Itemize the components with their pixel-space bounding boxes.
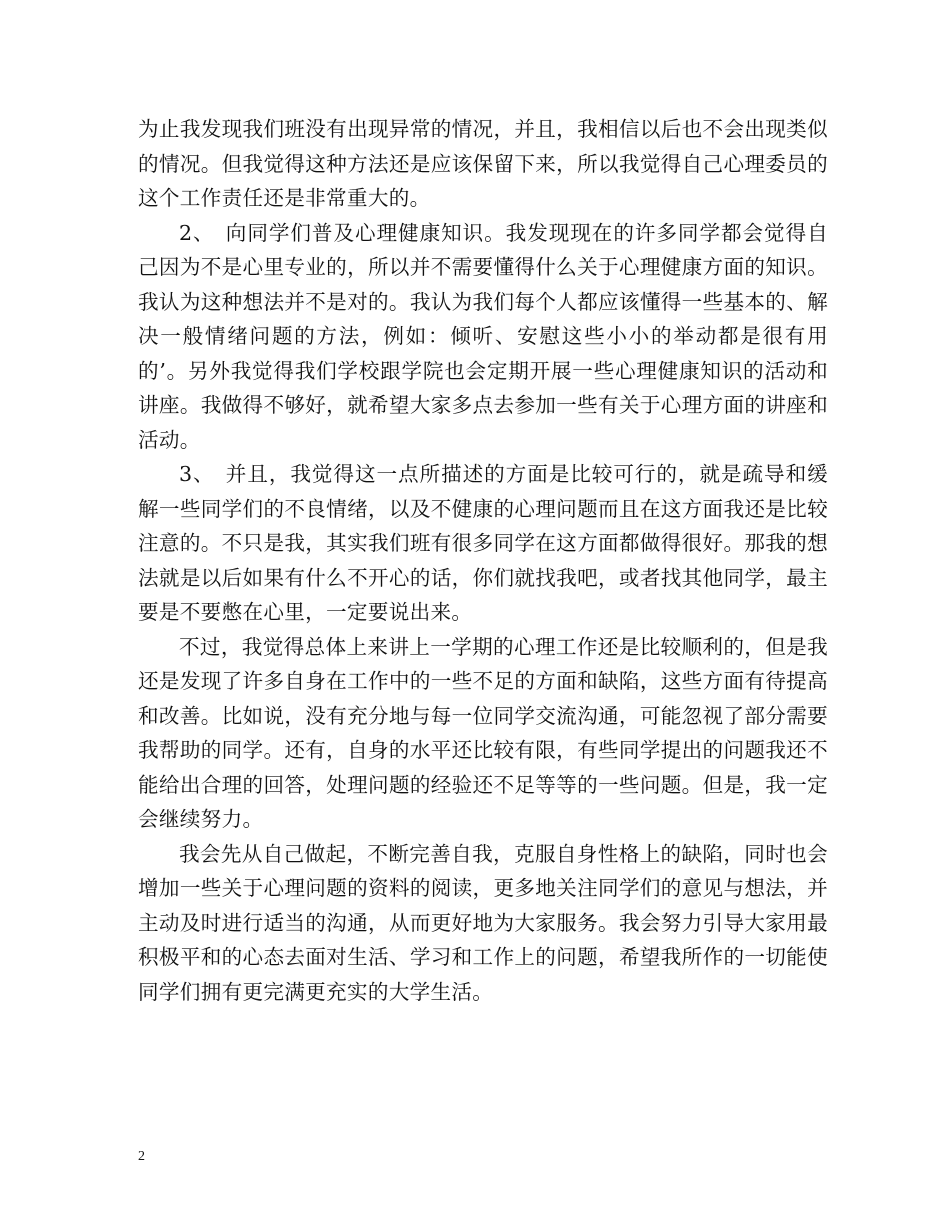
document-body: [138, 112, 828, 1009]
paragraph-plan: 我会先从自己做起，不断完善自我，克服自身性格上的缺陷，同时也会增加一些关于心理问题的资料的阅读，更多地关注同学们的意见与想法，并主动及时进行适当的沟通，从而更好地为大家服务。我会努力引导大家用最积极平和的心态去面对生活、学习和工作上的问题，希望我所作的一切能使同学们拥有更完满更充实的大学生活。: [138, 841, 828, 1004]
paragraph-item-3: 3、 并且，我觉得这一点所描述的方面是比较可行的，就是疏导和缓解一些同学们的不良情绪，以及不健康的心理问题而且在这方面我还是比较注意的。不只是我，其实我们班有很多同学在这方面都做得很好。那我的想法就是以后如果有什么不开心的话，你们就找我吧，或者找其他同学，最主要是不要憋在心里，一定要说出来。: [138, 462, 828, 624]
paragraph-continuation: 为止我发现我们班没有出现异常的情况，并且，我相信以后也不会出现类似的情况。但我觉得这种方法还是应该保留下来，所以我觉得自己心理委员的这个工作责任还是非常重大的。: [138, 117, 828, 210]
paragraph-summary: 不过，我觉得总体上来讲上一学期的心理工作还是比较顺利的，但是我还是发现了许多自身在工作中的一些不足的方面和缺陷，这些方面有待提高和改善。比如说，没有充分地与每一位同学交流沟通，可能忽视了部分需要我帮助的同学。还有，自身的水平还比较有限，有些同学提出的问题我还不能给出合理的回答，处理问题的经验还不足等等的一些问题。但是，我一定会继续努力。: [138, 634, 828, 831]
page-number: 2: [138, 1149, 145, 1164]
paragraph-item-2: 2、 向同学们普及心理健康知识。我发现现在的许多同学都会觉得自己因为不是心里专业的，所以并不需要懂得什么关于心理健康方面的知识。我认为这种想法并不是对的。我认为我们每个人都应该懂得一些基本的、解决一般情绪问题的方法，例如：倾听、安慰这些小小的举动都是很有用的’。另外我觉得我们学校跟学院也会定期开展一些心理健康知识的活动和讲座。我做得不够好，就希望大家多点去参加一些有关于心理方面的讲座和活动。: [138, 220, 828, 452]
